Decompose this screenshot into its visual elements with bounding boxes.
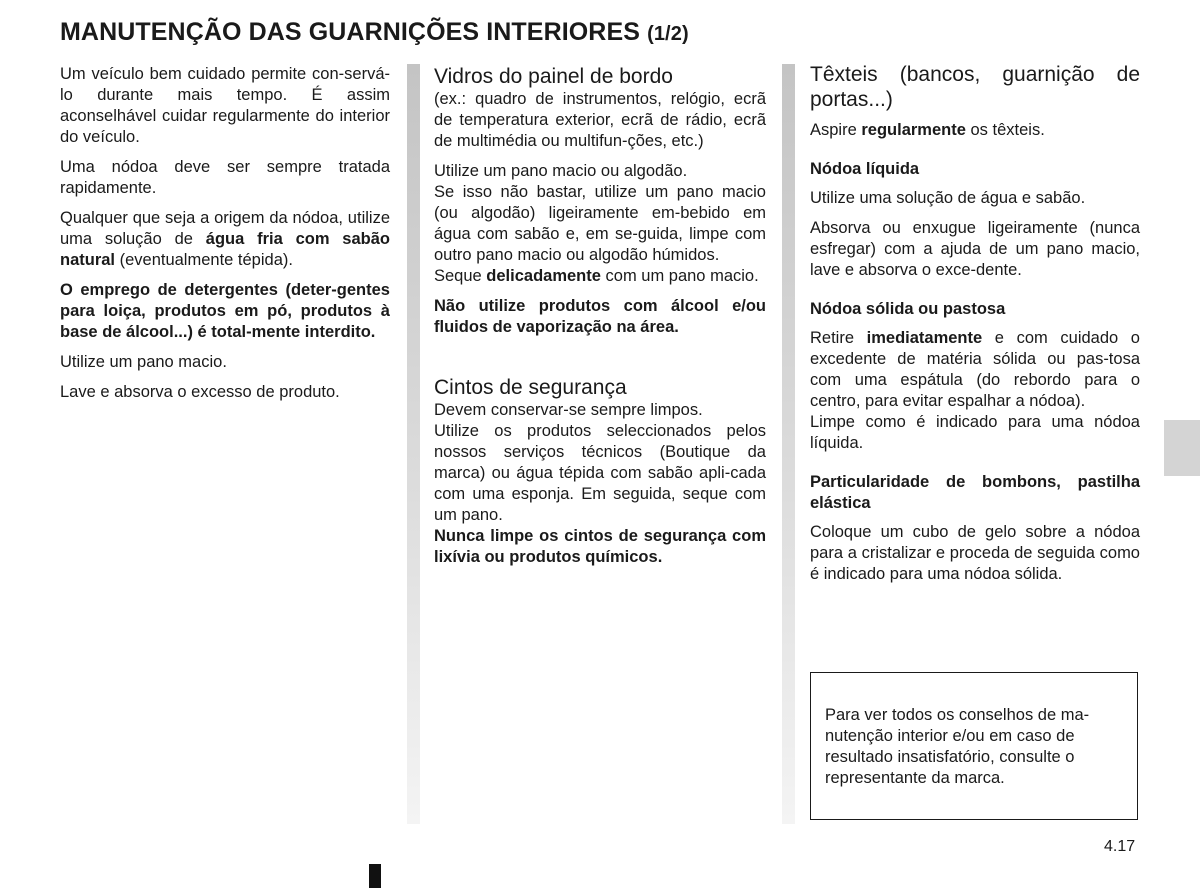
cintos-instruction: Utilize os produtos seleccionados pelos nossos serviços técnicos (Boutique da marca) ou água tépida com sabão apli-cada com uma esponja. Em seguida, seque com um pano.	[434, 422, 766, 524]
vidros-examples: (ex.: quadro de instrumentos, relógio, ecrã de temperatura exterior, ecrã de rádio, ecrã de multimédia ou multifun-ções, etc.)	[434, 90, 766, 150]
intro-paragraph: Lave e absorva o excesso de produto.	[60, 383, 340, 401]
text-run: com um pano macio.	[600, 267, 759, 285]
text-run: (eventualmente tépida).	[115, 251, 293, 269]
text-run: os têxteis.	[965, 121, 1045, 139]
chapter-tab	[1164, 420, 1200, 476]
texteis-instruction	[810, 120, 1140, 141]
intro-paragraph: Um veículo bem cuidado permite con-servá-lo durante mais tempo. É assim aconselhável cuidar regularmente do interior do veículo.	[60, 65, 390, 146]
title-text: MANUTENÇÃO DAS GUARNIÇÕES INTERIORES	[60, 18, 641, 46]
column-divider-right	[782, 64, 795, 824]
bold-run: delicadamente	[486, 267, 601, 285]
title-part: (1/2)	[647, 23, 689, 45]
section-gap	[434, 347, 766, 375]
advice-note-box	[810, 672, 1138, 820]
text-run: Aspire	[810, 121, 862, 139]
bold-run: Não utilize produtos com álcool e/ou fluidos de vaporização na área.	[434, 297, 766, 336]
warning-paragraph	[60, 280, 390, 343]
middle-column	[434, 64, 766, 568]
solida-instruction	[810, 328, 1140, 412]
subheading-nodoa-solida: Nódoa sólida ou pastosa	[810, 300, 1006, 318]
bold-run: O emprego de detergentes (deter-gentes para loiça, produtos em pó, produtos à base de álcool...) é total-mente interdito.	[60, 281, 390, 341]
advice-note-text: Para ver todos os conselhos de ma-nutenção interior e/ou em caso de resultado insatisfatório, consulte o representante da marca.	[825, 706, 1090, 787]
bold-run: regularmente	[861, 121, 966, 139]
text-run: Seque	[434, 267, 487, 285]
vidros-instruction	[434, 266, 766, 287]
vidros-warning	[434, 296, 766, 338]
bombons-instruction: Coloque um cubo de gelo sobre a nódoa para a cristalizar e proceda de seguida como é indicado para uma nódoa sólida.	[810, 523, 1140, 583]
bold-run: imediatamente	[866, 329, 983, 347]
text-run: Retire	[810, 329, 867, 347]
section-heading-vidros: Vidros do painel de bordo	[434, 65, 673, 88]
text-run: e com cuidado o excedente de matéria sólida ou pas-tosa com uma espátula (do rebordo para o centro, para evitar espalhar a nódoa).	[810, 329, 1140, 410]
bold-run: Nunca limpe os cintos de segurança com lixívia ou produtos químicos.	[434, 527, 766, 566]
bold-run: água fria com sabão natural	[60, 230, 390, 269]
liquida-instruction: Absorva ou enxugue ligeiramente (nunca esfregar) com a ajuda de um pano macio, lave e absorva o exce-dente.	[810, 219, 1140, 279]
text-run: Qualquer que seja a origem da nódoa, utilize uma solução de	[60, 209, 390, 248]
intro-column	[60, 64, 390, 412]
subheading-bombons: Particularidade de bombons, pastilha elástica	[810, 473, 1140, 512]
column-divider-left	[407, 64, 420, 824]
cintos-warning	[434, 526, 766, 568]
cintos-instruction: Devem conservar-se sempre limpos.	[434, 401, 703, 419]
intro-paragraph: Utilize um pano macio.	[60, 353, 227, 371]
page-title	[60, 18, 689, 47]
right-column	[810, 62, 1140, 594]
vidros-instruction: Utilize um pano macio ou algodão.	[434, 162, 688, 180]
section-heading-texteis: Têxteis (bancos, guarnição de portas...)	[810, 63, 1140, 111]
solida-instruction: Limpe como é indicado para uma nódoa líquida.	[810, 413, 1140, 452]
liquida-instruction: Utilize uma solução de água e sabão.	[810, 189, 1086, 207]
print-crop-mark	[369, 864, 381, 888]
intro-paragraph	[60, 208, 390, 271]
vidros-instruction: Se isso não bastar, utilize um pano macio (ou algodão) ligeiramente em-bebido em água com sabão e, em se-guida, limpe com outro pano macio ou algodão húmidos.	[434, 183, 766, 264]
intro-paragraph: Uma nódoa deve ser sempre tratada rapidamente.	[60, 158, 390, 197]
page-number: 4.17	[1104, 838, 1136, 855]
subheading-nodoa-liquida: Nódoa líquida	[810, 160, 920, 178]
section-heading-cintos: Cintos de segurança	[434, 376, 627, 399]
